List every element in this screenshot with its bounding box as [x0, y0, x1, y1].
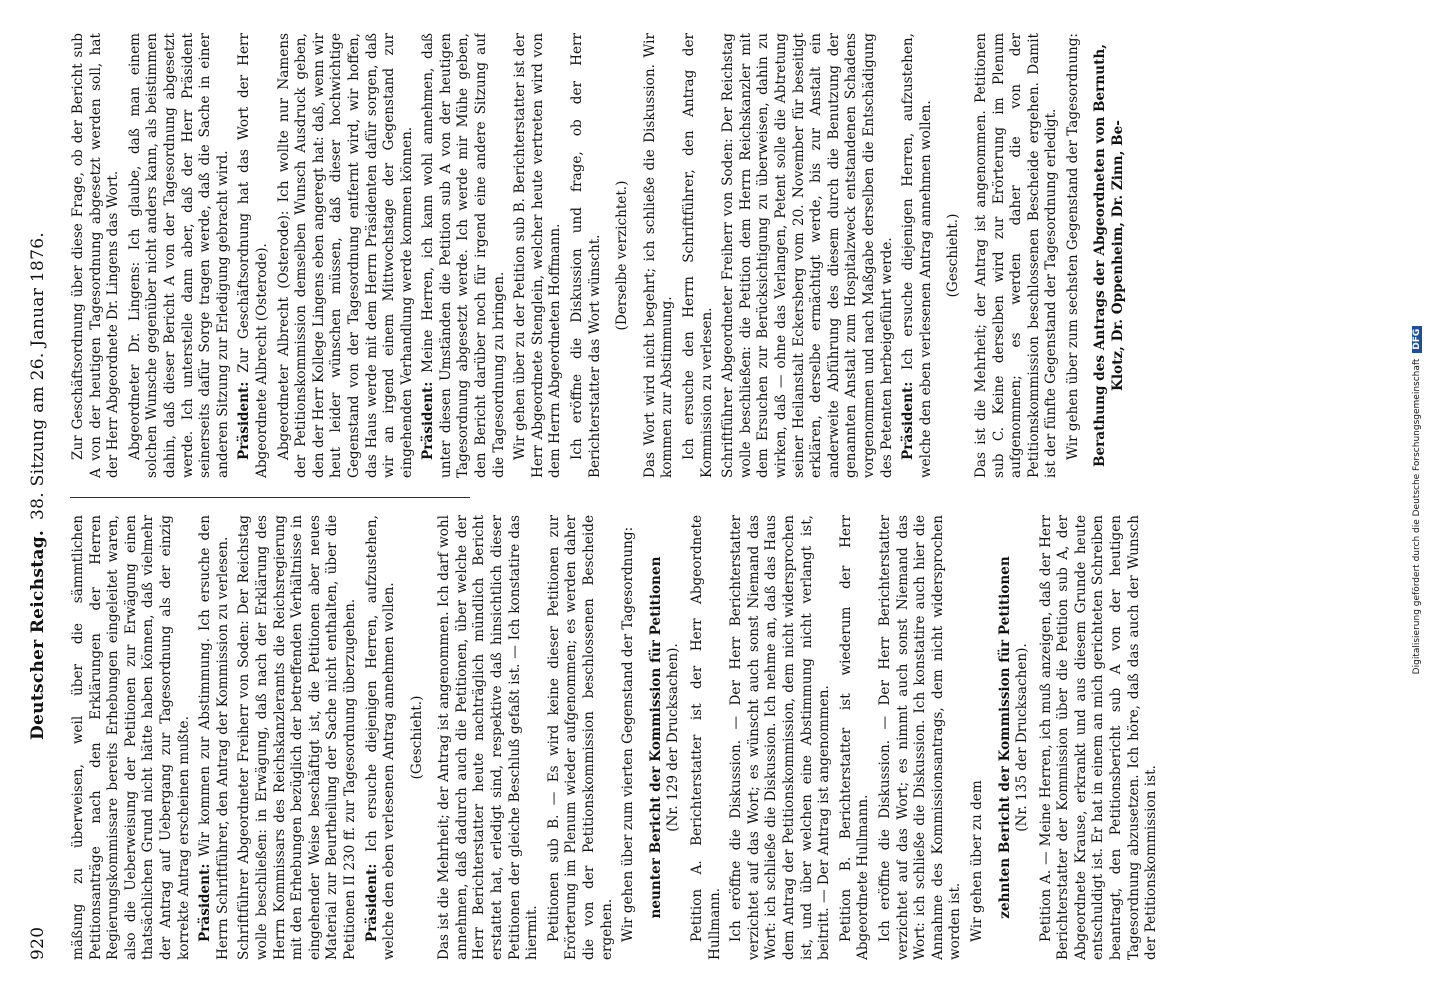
- paragraph: [720, 33, 896, 478]
- paragraph: [436, 515, 542, 960]
- text-columns: [70, 30, 1330, 960]
- paragraph: [236, 33, 271, 478]
- section-subheading: (Nr. 129 der Drucksachen).: [665, 643, 682, 832]
- paragraph: [569, 33, 604, 478]
- paragraph-text: Wir kommen zur Abstimmung. Ich ersuche den Herrn Schriftführer, den Antrag der Kommission zu verlesen.: [197, 515, 231, 960]
- paragraph: [546, 515, 616, 960]
- section-heading: neunter Bericht der Kommission für Petitionen: [647, 556, 664, 919]
- footer-text: Digitalisierung gefördert durch die Deutsche Forschungsgemeinschaft: [1412, 358, 1422, 675]
- right-column: [70, 33, 1320, 478]
- paragraph-text: Das ist die Mehrheit; der Antrag ist angenommen. Ich darf wohl annehmen, daß dadurch auch die Petitionen, über welche der Herr Berichterstatter heute nachträglich mündlich Bericht erstattet hat, erledigt sind, respektive daß hinsichtlich dieser Petitionen der gleiche Beschluß gefaßt ist. — Ich konstatire das hiermit.: [436, 515, 541, 960]
- paragraph-text: Ich eröffne die Diskussion und frage, ob der Herr Berichterstatter das Wort wünscht.: [569, 33, 603, 478]
- paragraph: [276, 33, 417, 478]
- speaker-label: Präsident:: [197, 863, 214, 942]
- paragraph: [728, 515, 834, 960]
- paragraph-text: Zur Geschäftsordnung hat das Wort der Herr Abgeordnete Albrecht (Osterode).: [236, 33, 270, 478]
- paragraph: [969, 515, 987, 960]
- section-heading: Berathung des Antrags der Abgeordneten von Bernuth, Klotz, Dr. Oppenheim, Dr. Zinn, Be-: [1092, 44, 1127, 467]
- page-number: 920: [28, 926, 48, 960]
- left-column: [70, 515, 1320, 960]
- paragraph: [877, 515, 965, 960]
- paragraph: [127, 33, 233, 478]
- paragraph: [236, 515, 359, 960]
- paragraph: [620, 515, 638, 960]
- paragraph: [642, 33, 677, 478]
- header-session: 38. Sitzung am 26. Januar 1876.: [28, 231, 48, 520]
- paragraph: [512, 33, 565, 478]
- paragraph-text: Ich eröffne die Diskussion. — Der Herr Berichterstatter verzichtet auf das Wort; es wünscht auch sonst Niemand das Wort: ich schließe die Diskussion. Ich nehme an, daß das Haus dem Antrag der Petitionskommission, dem nicht widersprochen ist, und über welchen eine Abstimmung nicht verlangt ist, beitritt. — Der Antrag ist angenommen.: [728, 515, 833, 960]
- paragraph-text: Schriftführer Abgeordneter Freiherr von Soden: Der Reichstag wolle beschließen: die Petition dem Herrn Reichskanzler mit dem Ersuchen zur Berücksichtigung zu überweisen, dahin zu wirken, daß — ohne das Verlangen, Petent solle die Abtretung seiner Heilanstalt Eckersberg vom 20. November für beseitigt erklären, derselbe ermächtigt werde, bis zur Anstalt ein anderweite Abführung des diesem durch die Benutzung der genannten Anstalt zum Hospitalzweck entstandenen Schadens vorgenommen und nach Maßgabe derselben die Entschädigung des Petenten herbeigeführt werde.: [720, 33, 895, 478]
- paragraph-text: Wir gehen über zum vierten Gegenstand der Tagesordnung:: [620, 526, 637, 942]
- paragraph: [197, 515, 232, 960]
- paragraph-text: Das ist die Mehrheit; der Antrag ist angenommen. Petitionen sub C. Keine derselben wird zur Erörterung im Plenum aufgenommen; es werden daher die von der Petitionskommission beschlossenen Bescheide ergehen. Damit ist der fünfte Gegenstand der Tagesordnung erledigt.: [972, 33, 1060, 478]
- column-divider: [70, 497, 470, 498]
- paragraph: [681, 33, 716, 478]
- paragraph-text: Meine Herren, ich kann wohl annehmen, daß unter diesen Umständen die Petition sub A von der heutigen Tagesordnung abgesetzt werde. Ich werde mir Mühe geben, den Bericht darüber noch für irgend eine andere Sitzung auf die Tagesordnung zu bringen.: [420, 33, 507, 478]
- paragraph-text: Zur Geschäftsordnung über diese Frage, ob der Bericht sub A von der heutigen Tagesordnung abgesetzt werden soll, hat der Herr Abgeordnete Dr. Lingens das Wort.: [70, 33, 122, 478]
- paragraph: [1038, 515, 1161, 960]
- paragraph: [900, 33, 935, 478]
- paragraph-text: Petition A. Berichterstatter ist der Herr Abgeordnete Hullmann.: [689, 515, 723, 960]
- digitization-footer: [1412, 0, 1428, 1000]
- paragraph-text: Ich ersuche diejenigen Herren, aufzustehen, welche den eben verlesenen Antrag annehmen wollen.: [900, 33, 934, 478]
- speaker-label: Präsident:: [900, 381, 917, 460]
- stage-direction: (Geschieht.): [945, 213, 962, 298]
- paragraph: [70, 33, 123, 478]
- paragraph: [838, 515, 873, 960]
- speaker-label: Präsident:: [420, 381, 437, 460]
- paragraph-text: Petition A. — Meine Herren, ich muß anzeigen, daß der Herr Berichterstatter der Kommission über die Petition sub A, der Abgeordnete Krause, erkrankt und aus diesem Grunde heute entschuldigt ist. Er hat in einem an mich gerichteten Schreiben beantragt, den Petitionsbericht sub A von der heutigen Tagesordnung abzusetzen. Ich höre, daß das auch der Wunsch der Petitionskommission ist.: [1037, 515, 1160, 960]
- paragraph-text: Abgeordneter Dr. Lingens: Ich glaube, daß man einem solchen Wunsche gegenüber nicht anders kann, als beistimmen dahin, daß dieser Bericht A von der Tagesordnung abgesetzt werde. Ich unterstelle dann aber, daß der Herr Präsident seinerseits dafür Sorge tragen werde, daß die Sache in einer anderen Sitzung zur Erledigung gebracht wird.: [126, 33, 231, 478]
- paragraph: [420, 33, 508, 478]
- speaker-label: Präsident:: [363, 863, 380, 942]
- paragraph-text: Abgeordneter Albrecht (Osterode): Ich wollte nur Namens der Petitionskommission demselben Wunsch Ausdruck geben, den der Herr Kollege Lingens eben angeregt hat: daß, wenn wir heut leider wünschen müssen, daß dieser hochwichtige Gegenstand von der Tagesordnung entfernt wird, wir hoffen, das Haus werde mit dem Herrn Präsidenten dafür sorgen, daß wir an irgend einem Mittwochstage der Gegenstand zur eingehenden Verhandlung werde kommen können.: [275, 33, 415, 478]
- paragraph-text: Ich ersuche diejenigen Herren, aufzustehen, welche den eben verlesenen Antrag annehmen wollen.: [363, 515, 398, 960]
- speaker-label: Präsident:: [236, 381, 253, 460]
- paragraph-text: Ich ersuche den Herrn Schriftführer, den Antrag der Kommission zu verlesen.: [681, 33, 715, 478]
- stage-direction: (Geschieht.): [408, 695, 425, 780]
- paragraph-text: Das Wort wird nicht begehrt; ich schließe die Diskussion. Wir kommen zur Abstimmung.: [641, 33, 676, 478]
- paragraph-text: Petition B. Berichterstatter ist wiederum der Herr Abgeordnete Hullmann.: [837, 515, 872, 960]
- paragraph-text: Petitionen sub B. — Es wird keine dieser Petitionen zur Erörterung im Plenum wieder aufgenommen; es werden daher die von der Petitionskommission beschlossenen Bescheide ergehen.: [545, 515, 615, 960]
- section-subheading: (Nr. 135 der Drucksachen).: [1014, 643, 1031, 832]
- stage-direction: (Derselbe verzichtet.): [614, 180, 631, 331]
- paragraph: [689, 515, 724, 960]
- paragraph: [973, 33, 1061, 478]
- header-title: Deutscher Reichstag.: [28, 529, 48, 740]
- paragraph: [364, 515, 399, 960]
- paragraph-text: Wir gehen über zu der Petition sub B. Berichterstatter ist der Herr Abgeordnete Stenglein, welcher heute vertreten wird von dem Herrn Abgeordneten Hoffmann.: [512, 33, 564, 478]
- paragraph-text: Wir gehen über zu dem: [968, 780, 985, 942]
- section-heading: zehnten Bericht der Kommission für Petitionen: [996, 556, 1013, 919]
- dfg-logo: DFG: [1412, 326, 1422, 353]
- paragraph-text: Schriftführer Abgeordneter Freiherr von Soden: Der Reichstag wolle beschließen: in Erwägung, daß nach der Erklärung des Herrn Kommissars des Reichskanzleramts die Reichsregierung mit den Erhebungen bezüglich der betreffenden Verhältnisse in eingehender Weise beschäftigt ist, die Petitionen aber neues Material zur Beurtheilung der Sache nicht enthalten, über die Petitionen II 230 ff. zur Tagesordnung überzugehen.: [236, 515, 358, 960]
- page-header: [24, 30, 54, 960]
- paragraph-text: Wir gehen über zum sechsten Gegenstand der Tagesordnung:: [1064, 33, 1081, 460]
- paragraph-text: Ich eröffne die Diskussion. — Der Herr Berichterstatter verzichtet auf das Wort; es nimmt auch sonst Niemand das Wort: ich schließe die Diskussion. Ich konstatire auch hier die Annahme des Kommissionsantrags, dem nicht widersprochen worden ist.: [876, 515, 964, 960]
- paragraph: [1065, 33, 1083, 478]
- paragraph-text: mäßung zu überweisen, weil über die sämmtlichen Petitionsanträge nach den Erklärungen der Herren Regierungskommissare bereits Erhebungen eingeleitet waren, also die Ueberweisung der Petitionen zur Erwägung einen thatsächlichen Grund nicht hätte haben können, daß vielmehr der Antrag auf Uebergang zur Tagesordnung als der einzig korrekte Antrag erscheinen mußte.: [70, 515, 192, 960]
- paragraph: [70, 515, 193, 960]
